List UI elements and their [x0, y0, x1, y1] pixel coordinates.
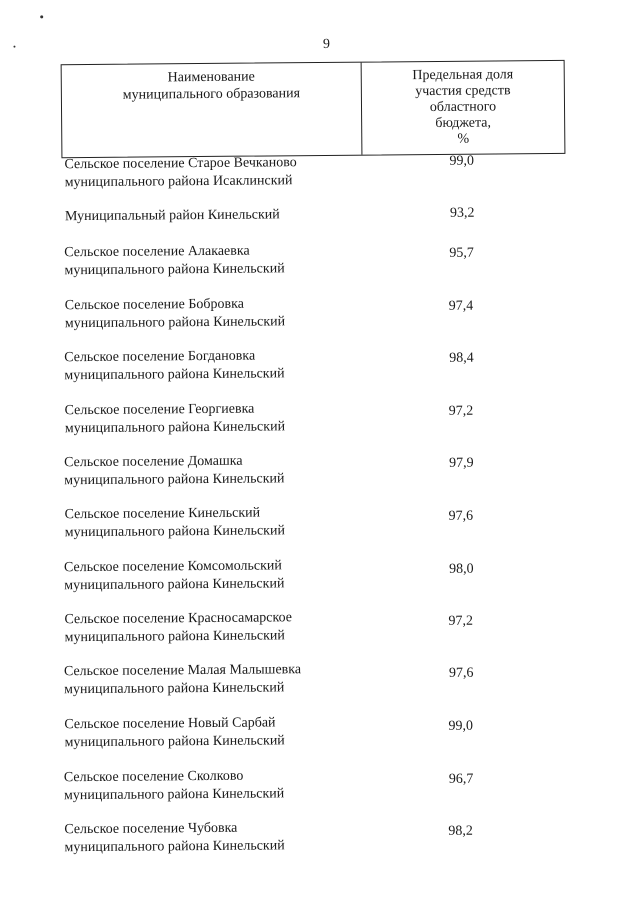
municipality-name-line: Сельское поселение Малая Малышевка [63, 662, 302, 680]
municipality-name [65, 205, 405, 226]
municipality-name-line: муниципального района Кинельский [64, 680, 285, 698]
scan-speck [13, 46, 15, 48]
share-value: 97,4 [448, 298, 474, 314]
table-row [0, 501, 640, 559]
header-share-line: % [457, 131, 470, 147]
table-row [2, 711, 640, 769]
municipality-name [64, 153, 404, 192]
table-row [0, 239, 639, 297]
share-value: 99,0 [449, 153, 475, 169]
table-row [2, 658, 640, 716]
header-share-line: участия средств [415, 83, 511, 100]
municipality-name-line: Сельское поселение Чубовка [64, 820, 238, 838]
municipality-name [64, 556, 404, 595]
scan-speck [40, 15, 43, 18]
municipality-name-line: муниципального района Исаклинский [64, 173, 293, 191]
municipality-name [64, 241, 404, 280]
table-row [3, 764, 640, 822]
table-row [0, 397, 640, 455]
municipality-name-line: муниципального района Кинельский [64, 261, 285, 279]
share-value: 99,0 [448, 718, 473, 734]
header-name-line: Наименование [167, 69, 255, 86]
municipality-name-line: Сельское поселение Бобровка [64, 296, 244, 314]
header-share-line: Предельная доля [412, 67, 514, 84]
municipality-name-line: Сельское поселение Богдановка [64, 348, 256, 366]
share-value: 97,6 [448, 508, 474, 524]
municipality-name-line: муниципального района Кинельский [64, 419, 286, 437]
municipality-name-line: Сельское поселение Старое Вечканово [64, 155, 297, 173]
municipality-name [64, 451, 404, 490]
table-row [3, 816, 640, 874]
share-value: 96,7 [448, 771, 474, 787]
municipality-name-line: муниципального района Кинельский [63, 786, 285, 804]
table-header [61, 60, 566, 158]
share-value: 97,2 [448, 403, 474, 419]
table-row [0, 292, 639, 350]
municipality-name-line: муниципального района Кинельский [64, 314, 286, 332]
share-value: 98,2 [448, 823, 473, 839]
municipality-name-line: Сельское поселение Георгиевка [64, 401, 255, 419]
municipality-name [64, 608, 404, 647]
table-row [1, 606, 640, 664]
share-value: 95,7 [449, 245, 474, 261]
municipality-name-line: Сельское поселение Новый Сарбай [64, 715, 276, 733]
header-name-column [62, 63, 363, 158]
share-value: 97,9 [449, 455, 474, 471]
municipality-name [64, 503, 404, 542]
municipality-name-line: Сельское поселение Домашка [64, 453, 243, 471]
municipality-name-line: муниципального района Кинельский [64, 366, 285, 384]
header-share-line: областного [429, 99, 497, 116]
table-row [1, 554, 640, 612]
municipality-name-line: муниципального района Кинельский [64, 733, 285, 751]
municipality-name [65, 294, 405, 333]
table-row [0, 344, 640, 402]
municipality-name [64, 346, 404, 385]
share-value: 98,4 [449, 350, 474, 366]
municipality-name-line: муниципального района Кинельский [64, 576, 285, 594]
table-row [0, 151, 638, 209]
page-number: 9 [322, 36, 331, 52]
municipality-name-line: Муниципальный район Кинельский [64, 207, 280, 225]
municipality-name-line: Сельское поселение Комсомольский [63, 558, 282, 576]
header-share-line: бюджета, [435, 115, 492, 131]
municipality-name-line: Сельское поселение Сколково [63, 768, 244, 786]
share-value: 97,6 [448, 665, 474, 681]
municipality-name-line: Сельское поселение Красносамарское [64, 610, 293, 628]
share-value: 97,2 [448, 613, 474, 629]
share-value: 98,0 [448, 561, 474, 577]
municipality-name-line: муниципального района Кинельский [64, 471, 285, 489]
header-name-line: муниципального образования [122, 86, 301, 103]
municipality-name-line: Сельское поселение Алакаевка [64, 243, 250, 261]
municipality-name [65, 399, 405, 438]
municipality-name-line: муниципального района Кинельский [64, 628, 285, 646]
municipality-name [64, 713, 404, 752]
municipality-name [64, 660, 404, 699]
header-share-column [362, 61, 565, 155]
municipality-name-line: муниципального района Кинельский [64, 838, 285, 856]
share-value: 93,2 [449, 205, 475, 221]
municipality-name-line: муниципального района Кинельский [64, 523, 286, 541]
municipality-name [64, 766, 404, 805]
table-row [0, 449, 640, 507]
municipality-name-line: Сельское поселение Кинельский [64, 505, 261, 523]
municipality-name [64, 818, 404, 857]
